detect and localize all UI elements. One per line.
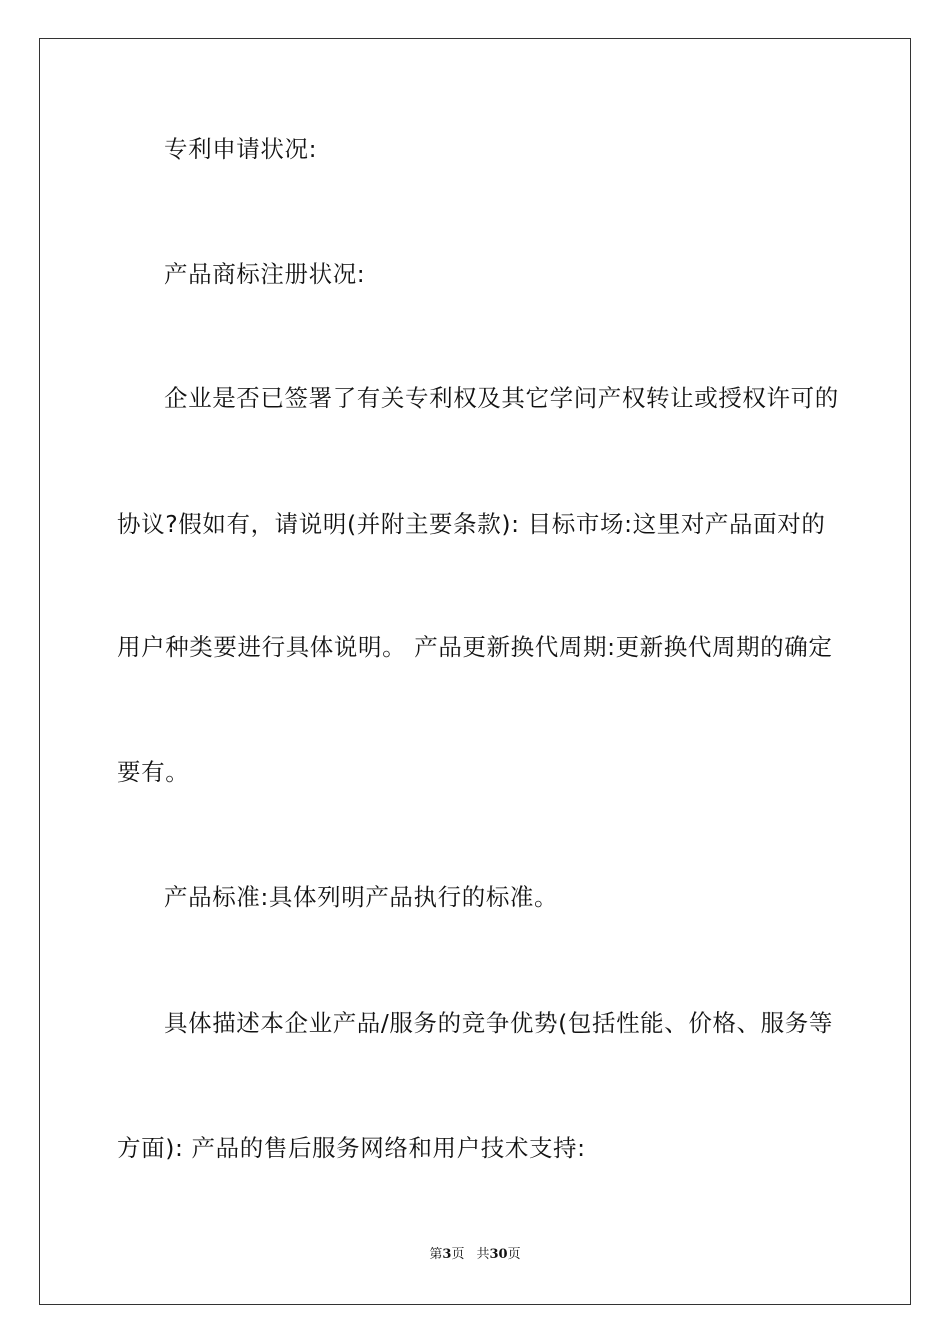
page-footer [0, 1246, 950, 1264]
paragraph-ip-agreement-line-3: 用户种类要进行具体说明。 产品更新换代周期:更新换代周期的确定 [117, 633, 833, 661]
footer-page-prefix: 第 [429, 1247, 443, 1262]
footer-total-pages: 30 [489, 1247, 508, 1262]
paragraph-product-standard: 产品标准:具体列明产品执行的标准。 [164, 883, 559, 911]
paragraph-competitive-advantage-line-1: 具体描述本企业产品/服务的竞争优势(包括性能、价格、服务等 [164, 1009, 833, 1037]
footer-page-suffix: 页 [451, 1247, 465, 1262]
paragraph-ip-agreement-line-1: 企业是否已签署了有关专利权及其它学问产权转让或授权许可的 [164, 384, 839, 412]
paragraph-patent-status: 专利申请状况: [164, 135, 318, 163]
paragraph-trademark-status: 产品商标注册状况: [164, 260, 366, 288]
paragraph-competitive-advantage-line-2: 方面): 产品的售后服务网络和用户技术支持: [117, 1134, 586, 1162]
page-border [39, 38, 911, 1305]
footer-total-prefix: 共 [476, 1247, 490, 1262]
paragraph-ip-agreement-line-2: 协议?假如有，请说明(并附主要条款): 目标市场:这里对产品面对的 [117, 510, 826, 538]
paragraph-ip-agreement-line-4: 要有。 [117, 758, 190, 786]
footer-total-suffix: 页 [507, 1247, 521, 1262]
footer-page-number: 3 [442, 1247, 452, 1262]
